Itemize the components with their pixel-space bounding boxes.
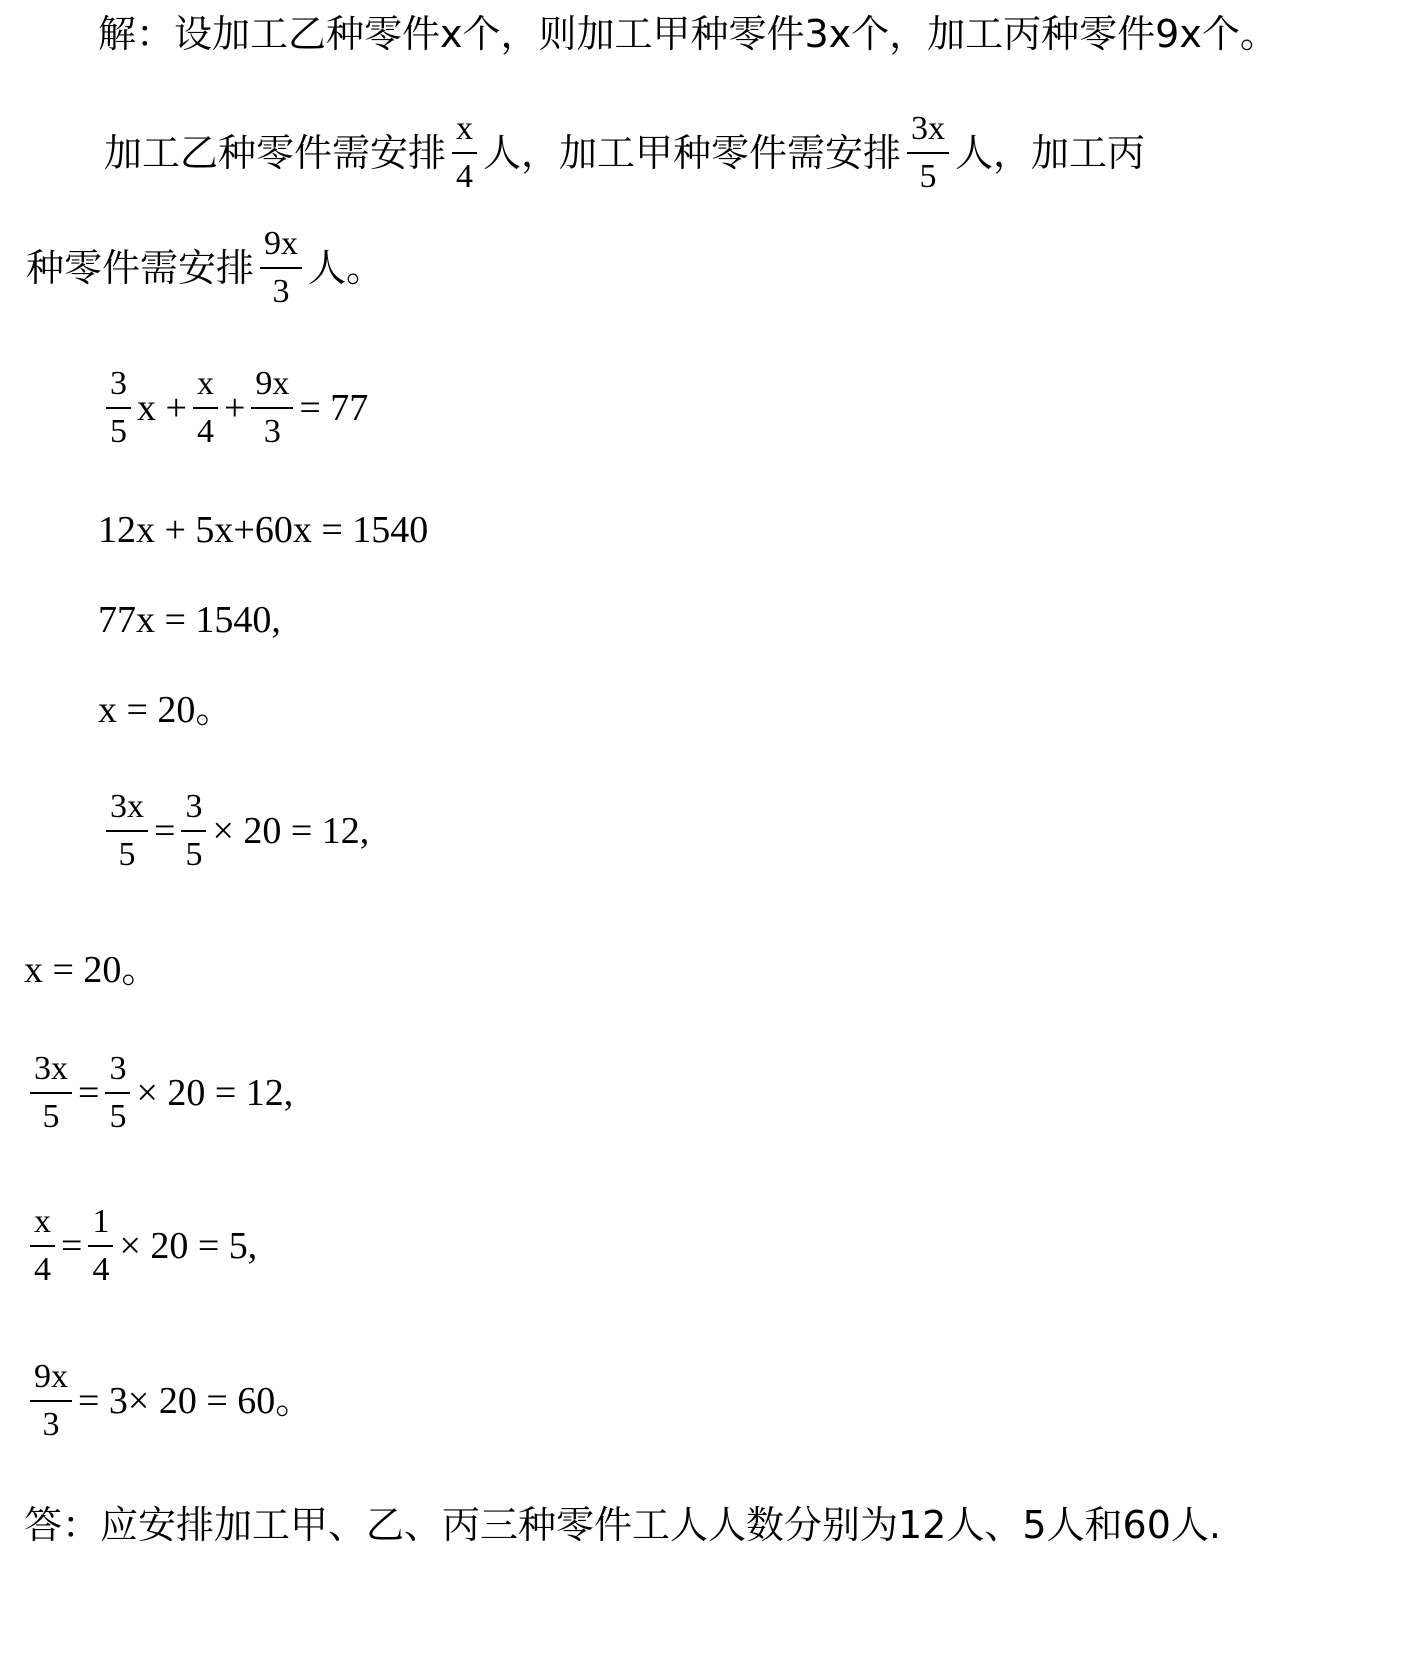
numerator: 3x: [106, 788, 148, 832]
fraction-1-over-4: [88, 1203, 113, 1289]
numerator: 3: [181, 788, 206, 832]
workers-text-1: 加工乙种零件需安排: [104, 131, 447, 175]
eq1-text-2: +: [223, 387, 246, 429]
eq8-text-2: × 20 = 5,: [119, 1225, 258, 1267]
numerator: 3: [106, 365, 131, 409]
denominator: 3: [42, 1406, 60, 1443]
fraction-3x-over-5: [907, 110, 949, 196]
eq5-text-1: =: [154, 810, 176, 852]
eq7-text-2: × 20 = 12,: [136, 1072, 294, 1114]
denominator: 5: [42, 1098, 60, 1135]
eq6-text: x = 20。: [24, 949, 160, 991]
workers-text-5: 人。: [308, 246, 385, 290]
denominator: 3: [263, 413, 281, 450]
numerator: 9x: [260, 225, 302, 269]
eq7-text-1: =: [78, 1072, 100, 1114]
workers-line-2: [26, 225, 384, 311]
equation-8: [24, 1203, 257, 1289]
denominator: 4: [456, 158, 474, 195]
denominator: 3: [272, 273, 290, 310]
eq8-text-1: =: [61, 1225, 83, 1267]
numerator: x: [193, 365, 218, 409]
workers-text-3: 人，加工丙: [955, 131, 1146, 175]
fraction-9x-over-3: [260, 225, 302, 311]
numerator: 1: [88, 1203, 113, 1247]
fraction-9x-over-3: [30, 1358, 72, 1444]
fraction-3x-over-5: [106, 788, 148, 874]
numerator: 3: [105, 1050, 130, 1094]
fraction-9x-over-3: [251, 365, 293, 451]
denominator: 5: [109, 1098, 127, 1135]
workers-line-1: [104, 110, 1145, 196]
denominator: 4: [196, 413, 214, 450]
eq2-text: 12x + 5x+60x = 1540: [98, 509, 429, 551]
equation-5: [100, 788, 369, 874]
eq3-text: 77x = 1540,: [98, 599, 281, 641]
fraction-3x-over-5: [30, 1050, 72, 1136]
numerator: 3x: [907, 110, 949, 154]
numerator: 9x: [251, 365, 293, 409]
equation-6: [24, 948, 159, 992]
fraction-x-over-4: [30, 1203, 55, 1289]
denominator: 5: [185, 836, 203, 873]
fraction-3-over-5: [181, 788, 206, 874]
eq1-text-1: x +: [137, 387, 187, 429]
numerator: 9x: [30, 1358, 72, 1402]
eq1-text-3: = 77: [299, 387, 369, 429]
numerator: 3x: [30, 1050, 72, 1094]
denominator: 5: [919, 158, 937, 195]
equation-4: [98, 688, 233, 732]
eq9-text-1: = 3× 20 = 60。: [78, 1380, 314, 1422]
denominator: 4: [92, 1251, 110, 1288]
equation-2: [98, 508, 428, 552]
fraction-3-over-5: [106, 365, 131, 451]
workers-text-4: 种零件需安排: [26, 246, 255, 290]
denominator: 5: [110, 413, 127, 450]
equation-7: [24, 1050, 293, 1136]
denominator: 5: [118, 836, 136, 873]
eq5-text-2: × 20 = 12,: [212, 810, 370, 852]
solution-intro-line: [98, 12, 1278, 56]
answer-text: 答：应安排加工甲、乙、丙三种零件工人人数分别为12人、5人和60人.: [24, 1503, 1221, 1547]
equation-1: [100, 365, 368, 451]
denominator: 4: [34, 1251, 51, 1288]
numerator: x: [30, 1203, 55, 1247]
solution-intro-text: 解：设加工乙种零件x个，则加工甲种零件3x个，加工丙种零件9x个。: [98, 12, 1278, 56]
fraction-x-over-4: [452, 110, 477, 196]
numerator: x: [452, 110, 477, 154]
fraction-x-over-4: [193, 365, 218, 451]
fraction-3-over-5: [105, 1050, 130, 1136]
eq4-text: x = 20。: [98, 689, 234, 731]
equation-3: [98, 598, 281, 642]
equation-9: [24, 1358, 313, 1444]
workers-text-2: 人，加工甲种零件需安排: [483, 131, 902, 175]
answer-line: [24, 1503, 1221, 1547]
